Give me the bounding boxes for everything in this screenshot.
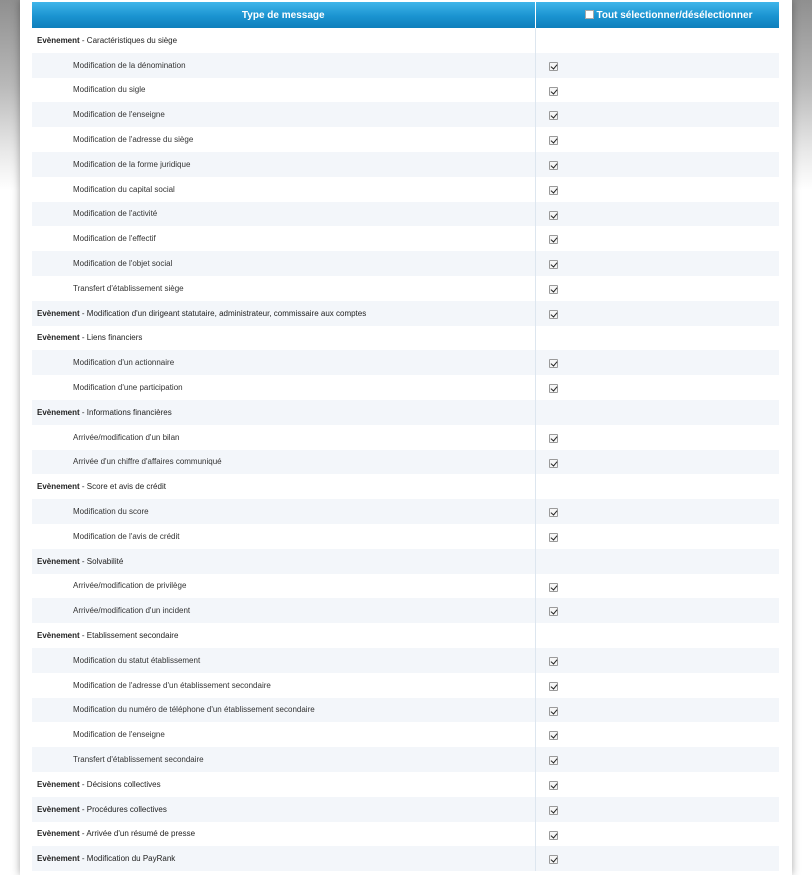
event-checkbox[interactable]: [549, 186, 558, 195]
category-label: - Score et avis de crédit: [79, 482, 166, 492]
event-label: Modification de l'effectif: [73, 234, 156, 244]
message-type-cell: [32, 822, 535, 847]
event-row: [32, 747, 779, 772]
event-label: Arrivée/modification d'un bilan: [73, 432, 180, 442]
selection-cell: [535, 450, 779, 475]
event-prefix: Evènement: [37, 35, 80, 45]
message-type-cell: [32, 375, 535, 400]
category-row: [32, 301, 779, 326]
message-type-cell: [32, 747, 535, 772]
event-checkbox[interactable]: [549, 285, 558, 294]
event-label: Modification de l'activité: [73, 209, 158, 219]
event-prefix: Evènement: [37, 556, 80, 566]
event-row: [32, 78, 779, 103]
category-label: - Arrivée d'un résumé de presse: [79, 829, 196, 839]
event-label: Transfert d'établissement siège: [73, 283, 184, 293]
message-type-cell: [32, 251, 535, 276]
selection-cell: [535, 648, 779, 673]
category-row: [32, 474, 779, 499]
event-label: Modification de la dénomination: [73, 60, 186, 70]
event-checkbox[interactable]: [549, 657, 558, 666]
event-row: [32, 722, 779, 747]
event-checkbox[interactable]: [549, 756, 558, 765]
message-type-cell: [32, 226, 535, 251]
event-checkbox[interactable]: [549, 831, 558, 840]
event-row: [32, 102, 779, 127]
event-label: Modification de l'adresse d'un établissement secondaire: [73, 680, 271, 690]
event-row: [32, 524, 779, 549]
selection-cell: [535, 375, 779, 400]
event-label: Modification du capital social: [73, 184, 175, 194]
message-type-cell: [32, 177, 535, 202]
event-prefix: Evènement: [37, 482, 80, 492]
selection-cell: [535, 623, 779, 648]
message-type-cell: [32, 474, 535, 499]
content-panel: [20, 0, 792, 875]
select-all-checkbox[interactable]: [585, 10, 594, 19]
table-body: [32, 28, 779, 871]
message-type-cell: [32, 301, 535, 326]
category-label: - Solvabilité: [79, 556, 124, 566]
event-prefix: Evènement: [37, 333, 80, 343]
event-checkbox[interactable]: [549, 806, 558, 815]
message-type-cell: [32, 549, 535, 574]
category-label: - Modification d'un dirigeant statutaire, administrateur, commissaire aux comptes: [79, 308, 367, 318]
message-type-cell: [32, 698, 535, 723]
selection-cell: [535, 78, 779, 103]
event-prefix: Evènement: [37, 804, 80, 814]
event-checkbox[interactable]: [549, 87, 558, 96]
event-label: Modification de l'adresse du siège: [73, 135, 194, 145]
category-row: [32, 797, 779, 822]
message-type-cell: [32, 425, 535, 450]
category-label: - Décisions collectives: [79, 779, 161, 789]
category-row: [32, 326, 779, 351]
event-label: Modification du numéro de téléphone d'un établissement secondaire: [73, 705, 315, 715]
event-row: [32, 673, 779, 698]
message-type-cell: [32, 574, 535, 599]
message-type-cell: [32, 53, 535, 78]
selection-cell: [535, 127, 779, 152]
selection-cell: [535, 152, 779, 177]
event-checkbox[interactable]: [549, 583, 558, 592]
event-checkbox[interactable]: [549, 310, 558, 319]
message-type-cell: [32, 326, 535, 351]
event-checkbox[interactable]: [549, 682, 558, 691]
selection-cell: [535, 722, 779, 747]
selection-cell: [535, 698, 779, 723]
selection-cell: [535, 326, 779, 351]
event-label: Arrivée d'un chiffre d'affaires communiqué: [73, 457, 222, 467]
event-row: [32, 276, 779, 301]
event-checkbox[interactable]: [549, 136, 558, 145]
event-label: Modification de l'enseigne: [73, 730, 165, 740]
category-label: - Procédures collectives: [79, 804, 167, 814]
event-prefix: Evènement: [37, 854, 80, 864]
selection-cell: [535, 276, 779, 301]
event-label: Modification de l'avis de crédit: [73, 531, 180, 541]
event-checkbox[interactable]: [549, 533, 558, 542]
category-label: - Modification du PayRank: [79, 854, 176, 864]
event-prefix: Evènement: [37, 308, 80, 318]
event-checkbox[interactable]: [549, 508, 558, 517]
category-label: - Informations financières: [79, 407, 172, 417]
message-type-cell: [32, 524, 535, 549]
selection-cell: [535, 28, 779, 53]
message-type-cell: [32, 772, 535, 797]
event-label: Arrivée/modification de privilège: [73, 581, 187, 591]
selection-cell: [535, 53, 779, 78]
event-checkbox[interactable]: [549, 384, 558, 393]
event-checkbox[interactable]: [549, 359, 558, 368]
event-row: [32, 698, 779, 723]
selection-cell: [535, 177, 779, 202]
message-type-cell: [32, 598, 535, 623]
event-label: Modification d'une participation: [73, 383, 183, 393]
selection-cell: [535, 524, 779, 549]
message-type-cell: [32, 127, 535, 152]
event-row: [32, 177, 779, 202]
event-checkbox[interactable]: [549, 781, 558, 790]
selection-cell: [535, 673, 779, 698]
message-type-cell: [32, 276, 535, 301]
message-type-cell: [32, 648, 535, 673]
event-row: [32, 598, 779, 623]
event-label: Modification d'un actionnaire: [73, 358, 175, 368]
select-all-header[interactable]: [535, 2, 779, 28]
event-checkbox[interactable]: [549, 707, 558, 716]
event-row: [32, 202, 779, 227]
event-row: [32, 226, 779, 251]
select-all-label[interactable]: Tout sélectionner/désélectionner: [596, 9, 753, 21]
message-type-cell: [32, 673, 535, 698]
selection-cell: [535, 846, 779, 871]
event-checkbox[interactable]: [549, 62, 558, 71]
message-type-cell: [32, 450, 535, 475]
selection-cell: [535, 400, 779, 425]
message-type-cell: [32, 400, 535, 425]
event-row: [32, 251, 779, 276]
selection-cell: [535, 574, 779, 599]
event-row: [32, 375, 779, 400]
selection-cell: [535, 301, 779, 326]
event-row: [32, 152, 779, 177]
column-header-message-type: Type de message: [32, 2, 535, 28]
message-type-cell: [32, 202, 535, 227]
event-row: [32, 425, 779, 450]
category-row: [32, 400, 779, 425]
event-checkbox[interactable]: [549, 459, 558, 468]
message-type-cell: [32, 623, 535, 648]
selection-cell: [535, 251, 779, 276]
event-row: [32, 350, 779, 375]
category-row: [32, 623, 779, 648]
event-checkbox[interactable]: [549, 855, 558, 864]
selection-cell: [535, 822, 779, 847]
category-row: [32, 846, 779, 871]
table-header-row: [32, 2, 779, 28]
message-type-cell: [32, 846, 535, 871]
category-row: [32, 822, 779, 847]
event-prefix: Evènement: [37, 779, 80, 789]
message-type-cell: [32, 722, 535, 747]
selection-cell: [535, 102, 779, 127]
selection-cell: [535, 549, 779, 574]
selection-cell: [535, 747, 779, 772]
event-checkbox[interactable]: [549, 434, 558, 443]
selection-cell: [535, 474, 779, 499]
event-row: [32, 648, 779, 673]
event-row: [32, 450, 779, 475]
event-checkbox[interactable]: [549, 607, 558, 616]
event-label: Modification du score: [73, 507, 149, 517]
event-label: Arrivée/modification d'un incident: [73, 606, 191, 616]
selection-cell: [535, 202, 779, 227]
event-checkbox[interactable]: [549, 260, 558, 269]
event-label: Modification de l'objet social: [73, 259, 173, 269]
message-type-cell: [32, 78, 535, 103]
message-type-table: [32, 2, 779, 871]
event-label: Modification de la forme juridique: [73, 159, 191, 169]
message-type-cell: [32, 499, 535, 524]
category-label: - Liens financiers: [79, 333, 143, 343]
message-type-cell: [32, 102, 535, 127]
event-checkbox[interactable]: [549, 161, 558, 170]
event-row: [32, 499, 779, 524]
category-label: - Etablissement secondaire: [79, 631, 179, 641]
selection-cell: [535, 425, 779, 450]
event-prefix: Evènement: [37, 631, 80, 641]
event-label: Modification de l'enseigne: [73, 110, 165, 120]
event-prefix: Evènement: [37, 407, 80, 417]
event-label: Modification du statut établissement: [73, 655, 201, 665]
event-row: [32, 127, 779, 152]
event-checkbox[interactable]: [549, 211, 558, 220]
event-checkbox[interactable]: [549, 111, 558, 120]
selection-cell: [535, 598, 779, 623]
category-row: [32, 549, 779, 574]
category-row: [32, 28, 779, 53]
event-prefix: Evènement: [37, 829, 80, 839]
event-checkbox[interactable]: [549, 731, 558, 740]
message-type-cell: [32, 152, 535, 177]
selection-cell: [535, 499, 779, 524]
message-type-cell: [32, 28, 535, 53]
selection-cell: [535, 797, 779, 822]
event-label: Transfert d'établissement secondaire: [73, 755, 204, 764]
selection-cell: [535, 772, 779, 797]
event-row: [32, 574, 779, 599]
selection-cell: [535, 226, 779, 251]
message-type-cell: [32, 797, 535, 822]
event-label: Modification du sigle: [73, 85, 146, 95]
category-row: [32, 772, 779, 797]
selection-cell: [535, 350, 779, 375]
category-label: - Caractéristiques du siège: [79, 35, 178, 45]
message-type-cell: [32, 350, 535, 375]
event-row: [32, 53, 779, 78]
event-checkbox[interactable]: [549, 235, 558, 244]
